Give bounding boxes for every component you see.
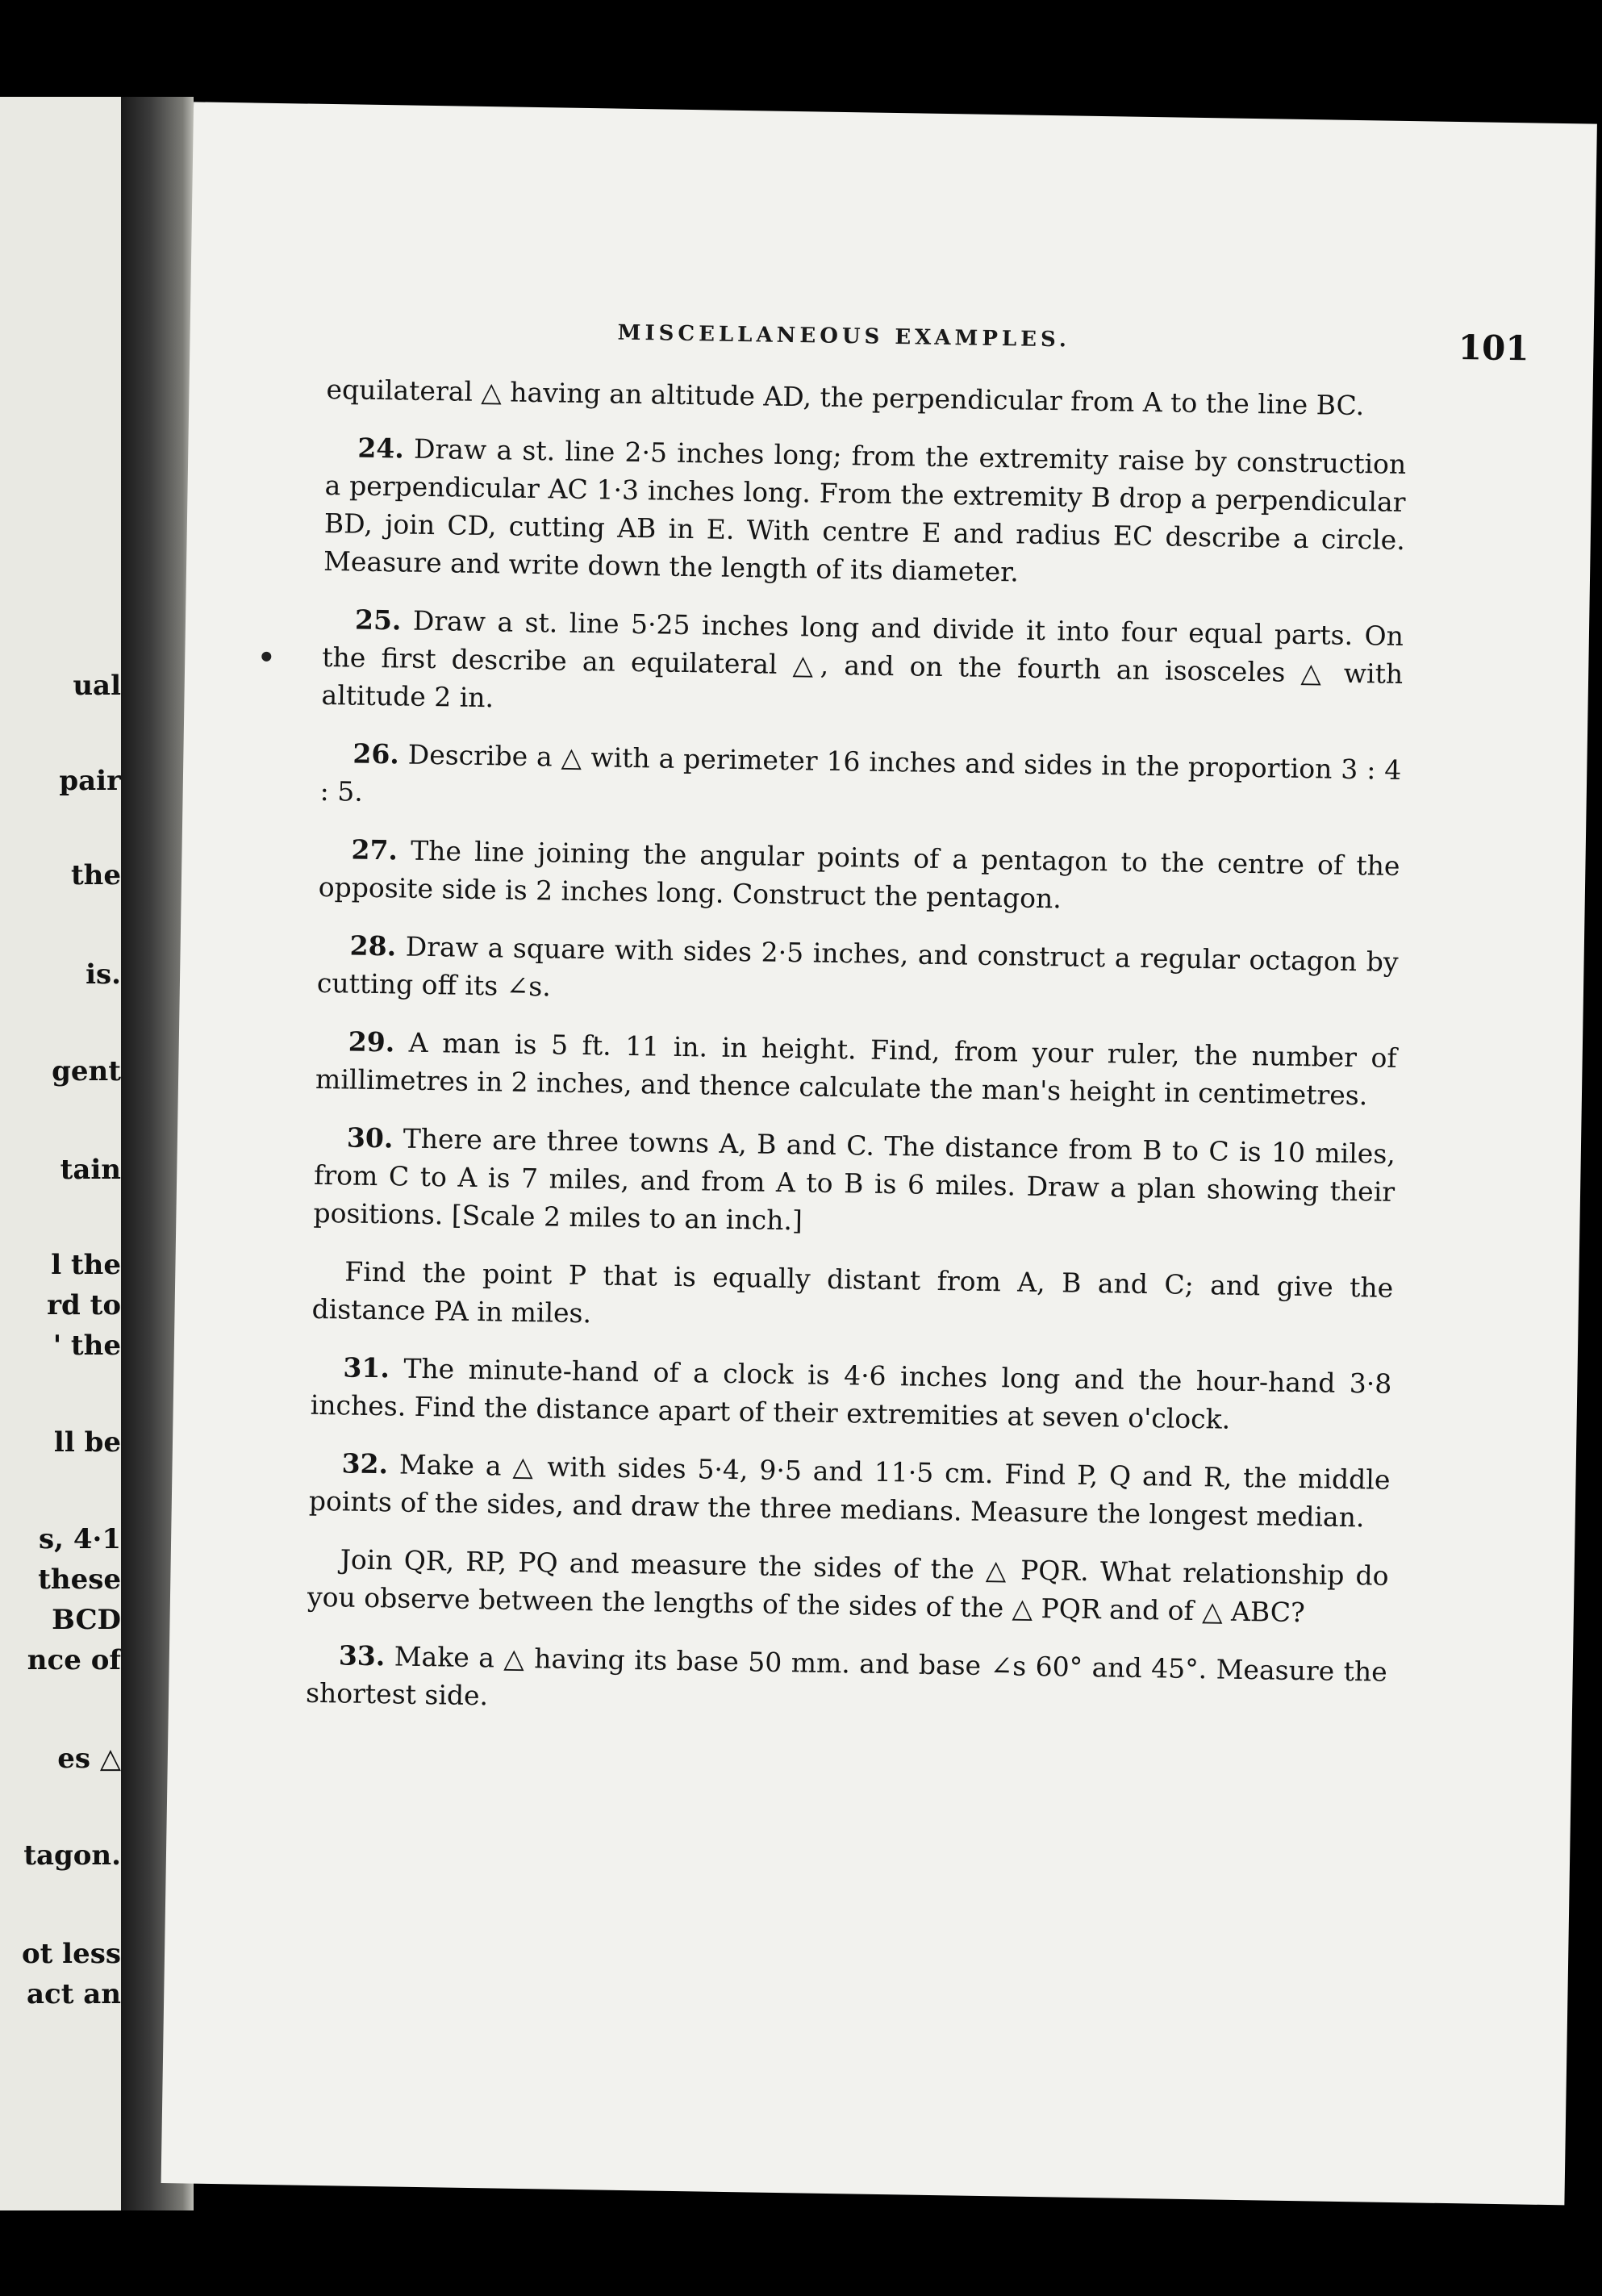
margin-word: act an [26, 1978, 121, 2010]
paragraph [326, 370, 1408, 425]
margin-word: BCD [52, 1604, 121, 1636]
exercise-31 [310, 1348, 1391, 1441]
exercise-text: Make a △ with sides 5·4, 9·5 and 11·5 cm. Find P, Q and R, the middle points of the sides, and draw the three medians. Measure the longest median. [308, 1448, 1391, 1534]
exercise-24 [323, 428, 1407, 597]
margin-word: gent [52, 1055, 121, 1087]
margin-word: ual [73, 670, 121, 702]
margin-word: pair [59, 765, 121, 797]
exercise-text: Find the point P that is equally distant from A, B and C; and give the distance PA in miles. [311, 1255, 1394, 1330]
exercise-32 [309, 1444, 1391, 1537]
margin-word: is. [86, 958, 121, 991]
margin-word: ll be [53, 1426, 121, 1459]
exercise-number: 24. [357, 432, 405, 465]
page-header [617, 315, 1529, 378]
exercise-26 [319, 734, 1401, 827]
exercise-number: 31. [343, 1351, 390, 1384]
exercise-number: 26. [353, 737, 400, 770]
exercise-text: A man is 5 ft. 11 in. in height. Find, from your ruler, the number of millimetres in 2 inches, and thence calculate the man's height in centimetres. [315, 1026, 1397, 1112]
exercise-text: Draw a st. line 2·5 inches long; from the extremity raise by construction a perpendicular AC 1·3 inches long. From the extremity B drop a perpendicular BD, join CD, cutting AB in E. With centre E and radius EC describe a circle. Measure and write down the length of its diameter. [323, 432, 1407, 588]
margin-dot [261, 652, 271, 662]
exercise-33 [306, 1636, 1387, 1729]
exercise-number: 29. [348, 1025, 395, 1058]
margin-word: ' the [52, 1330, 121, 1362]
page-number: 101 [1458, 328, 1529, 369]
margin-word: the [70, 859, 121, 891]
exercise-text: The line joining the angular points of a pentagon to the centre of the opposite side is 2 inches long. Construct the pentagon. [318, 834, 1400, 915]
book-page [161, 102, 1597, 2205]
margin-word: nce of [27, 1644, 121, 1676]
margin-word: s, 4·1 [39, 1523, 121, 1555]
exercise-text [305, 370, 1407, 1749]
margin-word: ot less [21, 1938, 121, 1970]
exercise-30-continued [311, 1252, 1393, 1345]
exercise-text: Make a △ having its base 50 mm. and base ∠s 60° and 45°. Measure the shortest side. [305, 1640, 1388, 1712]
margin-word: rd to [47, 1289, 121, 1321]
exercise-30 [313, 1118, 1395, 1249]
page-mark [1321, 172, 1337, 196]
exercise-text: Draw a square with sides 2·5 inches, and construct a regular octagon by cutting off its ∠s. [316, 930, 1399, 1003]
exercise-text: The minute-hand of a clock is 4·6 inches long and the hour-hand 3·8 inches. Find the distance apart of their extremities at seven o'clock. [310, 1352, 1392, 1435]
exercise-29 [315, 1022, 1397, 1115]
exercise-text: Draw a st. line 5·25 inches long and divide it into four equal parts. On the first describe an equilateral △, and on the fourth an isosceles △ with altitude 2 in. [321, 604, 1404, 714]
margin-word: these [38, 1563, 121, 1596]
exercise-number: 33. [338, 1639, 386, 1672]
exercise-text: Describe a △ with a perimeter 16 inches and sides in the proportion 3 : 4 : 5. [319, 738, 1402, 808]
exercise-32-continued [307, 1540, 1389, 1633]
exercise-number: 32. [341, 1447, 389, 1480]
exercise-number: 30. [346, 1121, 394, 1154]
facing-page-fragment [0, 97, 121, 2210]
exercise-text: Join QR, RP, PQ and measure the sides of the △ PQR. What relationship do you observe between the lengths of the sides of the △ PQR and of △ ABC? [307, 1543, 1389, 1629]
exercise-number: 25. [354, 603, 402, 637]
exercise-number: 28. [349, 929, 397, 962]
exercise-25 [321, 600, 1404, 731]
exercise-27 [318, 830, 1400, 923]
exercise-text: There are three towns A, B and C. The distance from B to C is 10 miles, from C to A is 7 miles, and from A to B is 6 miles. Draw a plan showing their positions. [Scale 2 miles to an inch.] [313, 1122, 1396, 1237]
margin-word: es △ [57, 1743, 121, 1775]
margin-word: l the [51, 1249, 121, 1281]
running-head: MISCELLANEOUS EXAMPLES. [617, 320, 1071, 353]
margin-word: tain [60, 1154, 121, 1186]
exercise-28 [317, 926, 1399, 1019]
margin-word: tagon. [23, 1839, 121, 1872]
exercise-number: 27. [351, 833, 398, 866]
paragraph-text: equilateral △ having an altitude AD, the perpendicular from A to the line BC. [326, 373, 1365, 422]
